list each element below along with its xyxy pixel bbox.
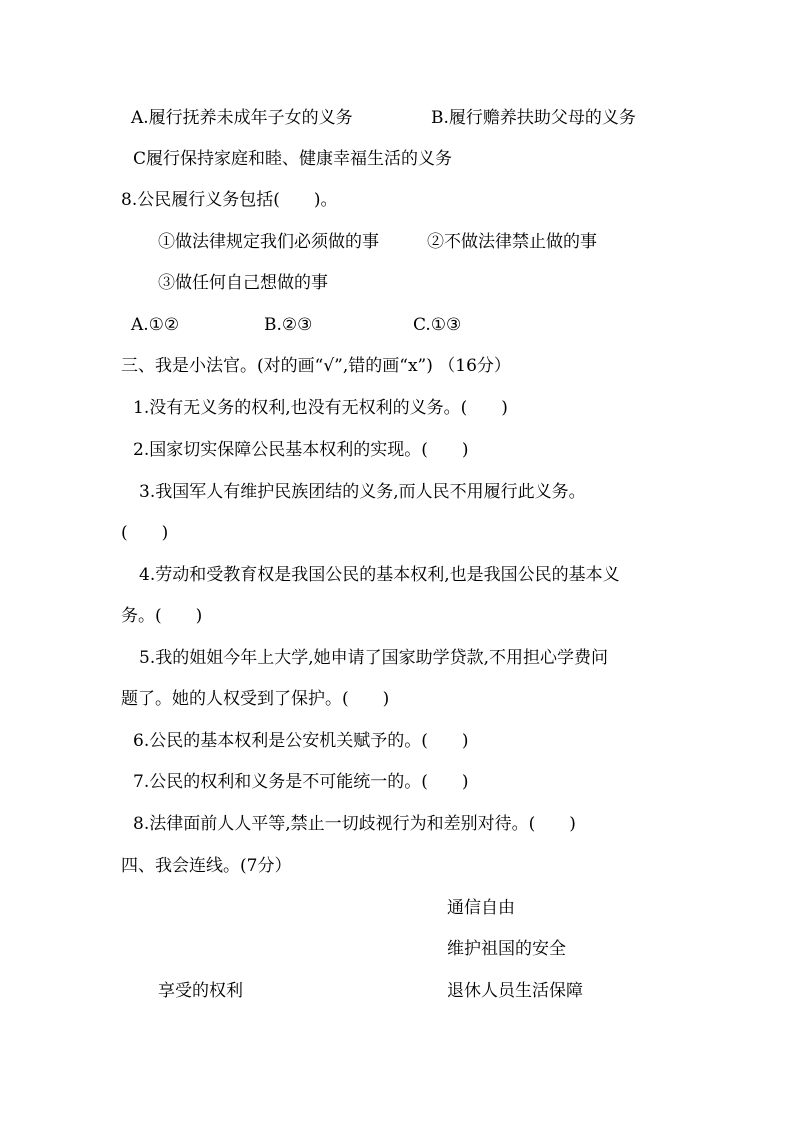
statement-8: 8.法律面前人人平等,禁止一切歧视行为和差别对待。( ): [133, 814, 576, 834]
q7-option-a: A.履行抚养未成年子女的义务: [131, 108, 353, 128]
q8-option-b: B.②③: [264, 315, 313, 335]
q8-option-c: C.①③: [413, 315, 462, 335]
q8-item-3: ③做任何自己想做的事: [158, 273, 328, 293]
statement-2: 2.国家切实保障公民基本权利的实现。( ): [133, 440, 469, 460]
statement-3-line-2: ( ): [121, 523, 169, 543]
statement-1: 1.没有无义务的权利,也没有无权利的义务。( ): [133, 398, 508, 418]
match-right-2: 维护祖国的安全: [447, 939, 566, 959]
statement-5-line-2: 题了。她的人权受到了保护。( ): [121, 689, 390, 709]
statement-5-line-1: 5.我的姐姐今年上大学,她申请了国家助学贷款,不用担心学费问: [139, 648, 609, 668]
match-left-1: 享受的权利: [158, 981, 243, 1001]
q7-option-c: C履行保持家庭和睦、健康幸福生活的义务: [133, 149, 453, 169]
section-3-heading: 三、我是小法官。(对的画“√”,错的画“x”) （16分）: [121, 356, 511, 376]
q8-stem: 8.公民履行义务包括( )。: [121, 190, 338, 210]
q8-item-1: ①做法律规定我们必须做的事: [158, 232, 379, 252]
statement-4-line-1: 4.劳动和受教育权是我国公民的基本权利,也是我国公民的基本义: [139, 565, 620, 585]
statement-6: 6.公民的基本权利是公安机关赋予的。( ): [133, 731, 469, 751]
statement-3-line-1: 3.我国军人有维护民族团结的义务,而人民不用履行此义务。: [139, 482, 586, 502]
q7-option-b: B.履行赡养扶助父母的义务: [431, 108, 636, 128]
section-4-heading: 四、我会连线。(7分）: [121, 856, 292, 876]
q8-item-2: ②不做法律禁止做的事: [427, 232, 597, 252]
q8-option-a: A.①②: [131, 315, 180, 335]
statement-4-line-2: 务。( ): [121, 606, 203, 626]
statement-7: 7.公民的权利和义务是不可能统一的。( ): [133, 772, 469, 792]
match-right-1: 通信自由: [447, 898, 515, 918]
match-right-3: 退休人员生活保障: [447, 981, 583, 1001]
